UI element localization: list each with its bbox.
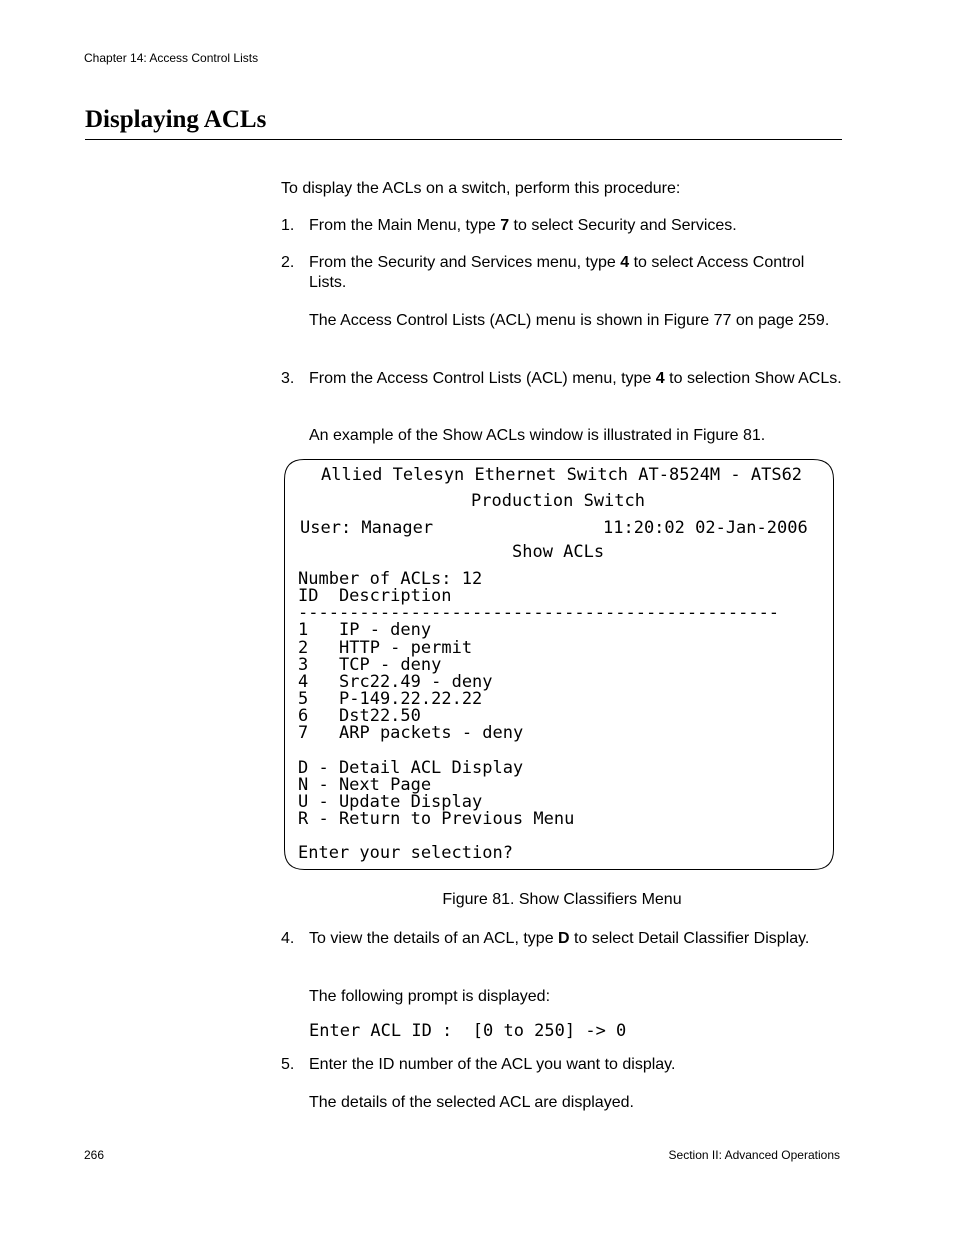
terminal-user: User: Manager: [300, 518, 434, 538]
terminal-selection-prompt: Enter your selection?: [298, 843, 513, 863]
terminal-subtitle: Production Switch: [471, 491, 645, 511]
step-text: [309, 929, 842, 949]
step-text-part: From the Access Control Lists (ACL) menu, type: [309, 370, 656, 387]
step-text: [309, 1055, 842, 1075]
acl-row-description: ARP packets - deny: [339, 723, 524, 743]
acl-id-prompt-code: Enter ACL ID : [0 to 250] -> 0: [309, 1021, 627, 1041]
step-text-part: to select Security and Services.: [509, 217, 737, 234]
step-text: [309, 369, 842, 389]
step-note: The details of the selected ACL are displayed.: [309, 1094, 634, 1111]
step-text-part: to selection Show ACLs.: [664, 370, 842, 387]
step-key: D: [558, 930, 570, 947]
step-text-part: From the Security and Services menu, type: [309, 254, 621, 271]
terminal-acl-count: Number of ACLs: 12: [298, 569, 483, 589]
step-number: 1.: [281, 217, 295, 234]
terminal-screen-name: Show ACLs: [512, 542, 605, 562]
step-text: [309, 216, 842, 236]
menu-option-detail: D - Detail ACL Display: [298, 758, 524, 778]
acl-row-description: IP - deny: [339, 620, 432, 640]
menu-option-next-page: N - Next Page: [298, 775, 432, 795]
acl-row-id: 1: [298, 620, 309, 640]
step-number: 5.: [281, 1056, 295, 1073]
step-text-part: Enter the ID number of the ACL you want to display.: [309, 1056, 676, 1073]
running-header: Chapter 14: Access Control Lists: [84, 51, 259, 65]
terminal-title: Allied Telesyn Ethernet Switch AT-8524M - ATS62: [321, 465, 803, 485]
acl-row-description: Src22.49 - deny: [339, 672, 493, 692]
figure-caption: Figure 81. Show Classifiers Menu: [442, 891, 682, 908]
step-key: 4: [655, 370, 665, 387]
acl-row-id: 6: [298, 706, 309, 726]
intro-paragraph: To display the ACLs on a switch, perform this procedure:: [281, 180, 681, 197]
section-title: Displaying ACLs: [85, 106, 267, 133]
acl-row-id: 4: [298, 672, 309, 692]
step-text-part: to select Access Control Lists.: [309, 254, 805, 291]
step-note: The following prompt is displayed:: [309, 988, 551, 1005]
terminal-screen-figure: [284, 459, 834, 870]
acl-row-id: 5: [298, 689, 309, 709]
step-text-part: From the Main Menu, type: [309, 217, 501, 234]
acl-row-id: 3: [298, 655, 309, 675]
terminal-column-header: ID Description: [298, 586, 452, 606]
menu-option-update: U - Update Display: [298, 792, 483, 812]
step-text: [309, 253, 842, 293]
terminal-separator: -----------------------------------------------: [298, 603, 780, 623]
step-note: An example of the Show ACLs window is illustrated in Figure 81.: [309, 427, 766, 444]
step-note: The Access Control Lists (ACL) menu is shown in Figure 77 on page 259.: [309, 312, 830, 329]
acl-row-description: TCP - deny: [339, 655, 442, 675]
step-number: 3.: [281, 370, 295, 387]
title-rule: [85, 139, 842, 140]
menu-option-return: R - Return to Previous Menu: [298, 809, 575, 829]
running-footer: Section II: Advanced Operations: [668, 1148, 840, 1162]
acl-row-id: 7: [298, 723, 309, 743]
step-number: 2.: [281, 254, 295, 271]
acl-row-description: P-149.22.22.22: [339, 689, 483, 709]
step-key: 7: [500, 217, 510, 234]
step-text-part: to select Detail Classifier Display.: [569, 930, 810, 947]
terminal-datetime: 11:20:02 02-Jan-2006: [603, 518, 808, 538]
page-number: 266: [84, 1148, 105, 1162]
step-key: 4: [620, 254, 630, 271]
acl-row-description: HTTP - permit: [339, 638, 473, 658]
acl-row-id: 2: [298, 638, 309, 658]
step-text-part: To view the details of an ACL, type: [309, 930, 559, 947]
step-number: 4.: [281, 930, 295, 947]
acl-row-description: Dst22.50: [339, 706, 421, 726]
